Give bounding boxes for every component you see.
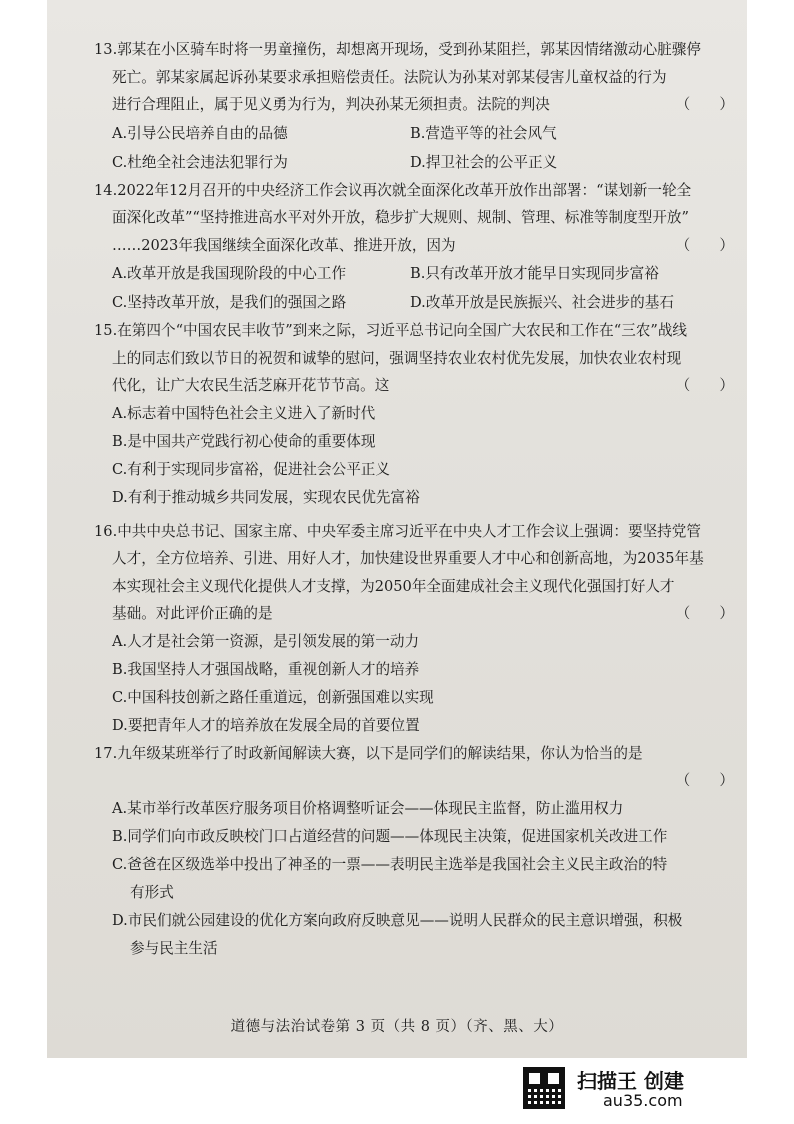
answer-blank: （ ）: [675, 236, 734, 254]
question-13-line-3-text: 进行合理阻止，属于见义勇为行为，判决孙某无须担责。法院的判决: [112, 96, 550, 113]
option-d: D.要把青年人才的培养放在发展全局的首要位置: [112, 716, 420, 734]
option-c-continuation: 有形式: [130, 883, 174, 901]
question-14-line-1: 14.2022年12月召开的中央经济工作会议再次就全面深化改革开放作出部署：“谋划新一轮全: [94, 181, 692, 199]
question-16-line-3: 本实现社会主义现代化提供人才支撑，为2050年全面建成社会主义现代化强国打好人才: [112, 577, 675, 595]
question-13: [94, 36, 734, 177]
option-b: B.我国坚持人才强国战略，重视创新人才的培养: [112, 660, 420, 678]
question-16-line-1: 16.中共中央总书记、国家主席、中央军委主席习近平在中央人才工作会议上强调：要坚持党管: [94, 522, 701, 540]
option-c: C.坚持改革开放，是我们的强国之路: [112, 294, 347, 311]
question-14-options-row-2: [94, 288, 734, 317]
option-a: A.标志着中国特色社会主义进入了新时代: [112, 404, 376, 422]
qr-code-icon: [523, 1067, 565, 1109]
question-13-line-3: [94, 91, 734, 119]
option-a: A.人才是社会第一资源，是引领发展的第一动力: [112, 632, 420, 650]
brand-name: 扫描王 创建: [577, 1069, 684, 1093]
option-b: B.同学们向市政反映校门口占道经营的问题——体现民主决策，促进国家机关改进工作: [112, 827, 668, 845]
question-15-line-3-text: 代化，让广大农民生活芝麻开花节节高。这: [112, 377, 390, 394]
option-b: B.营造平等的社会风气: [410, 124, 557, 142]
question-13-line-2: 死亡。郭某家属起诉孙某要求承担赔偿责任。法院认为孙某对郭某侵害儿童权益的行为: [112, 68, 667, 86]
question-15: [94, 317, 734, 512]
question-14-line-2: 面深化改革”“坚持推进高水平对外开放，稳步扩大规则、规制、管理、标准等制度型开放”: [112, 209, 689, 226]
option-b: B.是中国共产党践行初心使命的重要体现: [112, 432, 376, 450]
option-c: C.中国科技创新之路任重道远，创新强国难以实现: [112, 688, 434, 706]
question-17: [94, 740, 734, 963]
exam-content: [94, 36, 734, 963]
option-a: A.引导公民培养自由的品德: [112, 124, 288, 142]
option-d: D.市民们就公园建设的优化方案向政府反映意见——说明人民群众的民主意识增强，积极: [112, 911, 683, 929]
question-15-line-2: 上的同志们致以节日的祝贺和诚挚的慰问，强调坚持农业农村优先发展，加快农业农村现: [112, 349, 682, 367]
question-15-line-1: 15.在第四个“中国农民丰收节”到来之际，习近平总书记向全国广大农民和工作在“三农”战线: [94, 322, 688, 339]
answer-blank: （ ）: [675, 772, 734, 789]
question-13-line-1: 13.郭某在小区骑车时将一男童撞伤，却想离开现场，受到孙某阻拦，郭某因情绪激动心脏骤停: [94, 41, 701, 58]
option-c: C.杜绝全社会违法犯罪行为: [112, 153, 288, 171]
option-c: C.有利于实现同步富裕，促进社会公平正义: [112, 460, 390, 478]
option-a: A.某市举行改革医疗服务项目价格调整听证会——体现民主监督，防止滥用权力: [112, 799, 624, 817]
option-d-continuation: 参与民主生活: [130, 939, 218, 957]
question-14: [94, 177, 734, 318]
page-footer: 道德与法治试卷第 3 页（共 8 页）（齐、黑、大）: [230, 1019, 564, 1035]
exam-paper: [47, 0, 747, 1058]
scanner-watermark: [523, 1063, 718, 1113]
question-15-line-3: [94, 372, 734, 400]
option-a: A.改革开放是我国现阶段的中心工作: [112, 265, 347, 282]
question-16-line-4: [94, 600, 734, 628]
option-d: D.有利于推动城乡共同发展，实现农民优先富裕: [112, 488, 420, 506]
question-17-line-1: 17.九年级某班举行了时政新闻解读大赛，以下是同学们的解读结果，你认为恰当的是: [94, 744, 643, 762]
question-14-line-3-text: ……2023年我国继续全面深化改革、推进开放，因为: [112, 236, 456, 254]
question-13-options-row-2: [94, 148, 734, 177]
question-14-line-3: [94, 232, 734, 260]
brand-url: au35.com: [603, 1091, 683, 1110]
option-b: B.只有改革开放才能早日实现同步富裕: [410, 265, 659, 282]
question-16: [94, 518, 734, 740]
option-d: D.改革开放是民族振兴、社会进步的基石: [410, 294, 674, 311]
option-d: D.捍卫社会的公平正义: [410, 153, 558, 171]
question-17-paren-line: [94, 767, 734, 795]
question-14-options-row-1: [94, 259, 734, 288]
answer-blank: （ ）: [675, 96, 734, 113]
question-13-options-row-1: [94, 119, 734, 148]
question-16-line-2: 人才，全方位培养、引进、用好人才，加快建设世界重要人才中心和创新高地，为2035年基: [112, 550, 704, 567]
answer-blank: （ ）: [675, 377, 734, 394]
question-16-line-4-text: 基础。对此评价正确的是: [112, 605, 273, 622]
option-c: C.爸爸在区级选举中投出了神圣的一票——表明民主选举是我国社会主义民主政治的特: [112, 855, 668, 873]
answer-blank: （ ）: [675, 605, 734, 622]
